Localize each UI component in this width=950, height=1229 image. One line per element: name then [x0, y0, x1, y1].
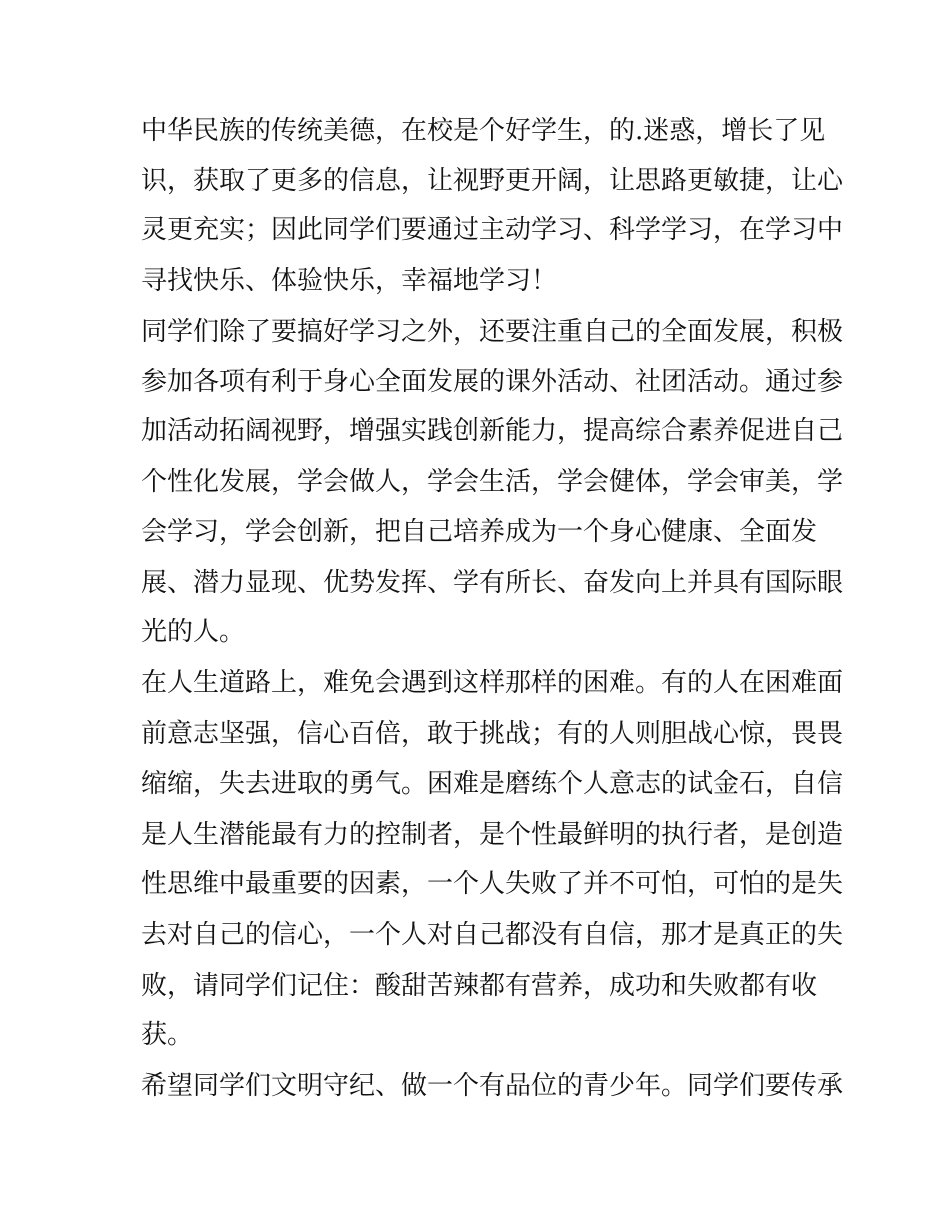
- text-line: 中华民族的传统美德，在校是个好学生，的.迷惑，增长了见: [141, 116, 826, 146]
- text-line: 寻找快乐、体验快乐，幸福地学习！: [141, 266, 558, 296]
- text-line: 展、潜力显现、优势发挥、学有所长、奋发向上并具有国际眼: [141, 568, 844, 598]
- text-line: 前意志坚强，信心百倍，敢于挑战；有的人则胆战心惊，畏畏: [141, 719, 844, 749]
- text-line: 光的人。: [141, 617, 246, 647]
- text-line: 是人生潜能最有力的控制者，是个性最鲜明的执行者，是创造: [141, 820, 844, 850]
- text-line: 同学们除了要搞好学习之外，还要注重自己的全面发展，积极: [141, 317, 844, 347]
- text-line: 缩缩，失去进取的勇气。困难是磨练个人意志的试金石，自信: [141, 769, 844, 799]
- text-line: 去对自己的信心，一个人对自己都没有自信，那才是真正的失: [141, 920, 844, 950]
- text-line: 会学习，学会创新，把自己培养成为一个身心健康、全面发: [141, 517, 818, 547]
- text-line: 参加各项有利于身心全面发展的课外活动、社团活动。通过参: [141, 367, 844, 397]
- text-line: 希望同学们文明守纪、做一个有品位的青少年。同学们要传承: [141, 1071, 844, 1101]
- text-line: 在人生道路上，难免会遇到这样那样的困难。有的人在困难面: [141, 668, 844, 698]
- text-line: 败，请同学们记住：酸甜苦辣都有营养，成功和失败都有收: [141, 971, 818, 1001]
- text-line: 性思维中最重要的因素，一个人失败了并不可怕，可怕的是失: [141, 869, 844, 899]
- text-line: 获。: [141, 1020, 194, 1050]
- text-line: 灵更充实；因此同学们要通过主动学习、科学学习，在学习中: [141, 215, 844, 245]
- text-line: 个性化发展，学会做人，学会生活，学会健体，学会审美，学: [141, 467, 844, 497]
- text-line: 加活动拓阔视野，增强实践创新能力，提高综合素养促进自己: [141, 416, 844, 446]
- text-line: 识，获取了更多的信息，让视野更开阔，让思路更敏捷，让心: [141, 166, 844, 196]
